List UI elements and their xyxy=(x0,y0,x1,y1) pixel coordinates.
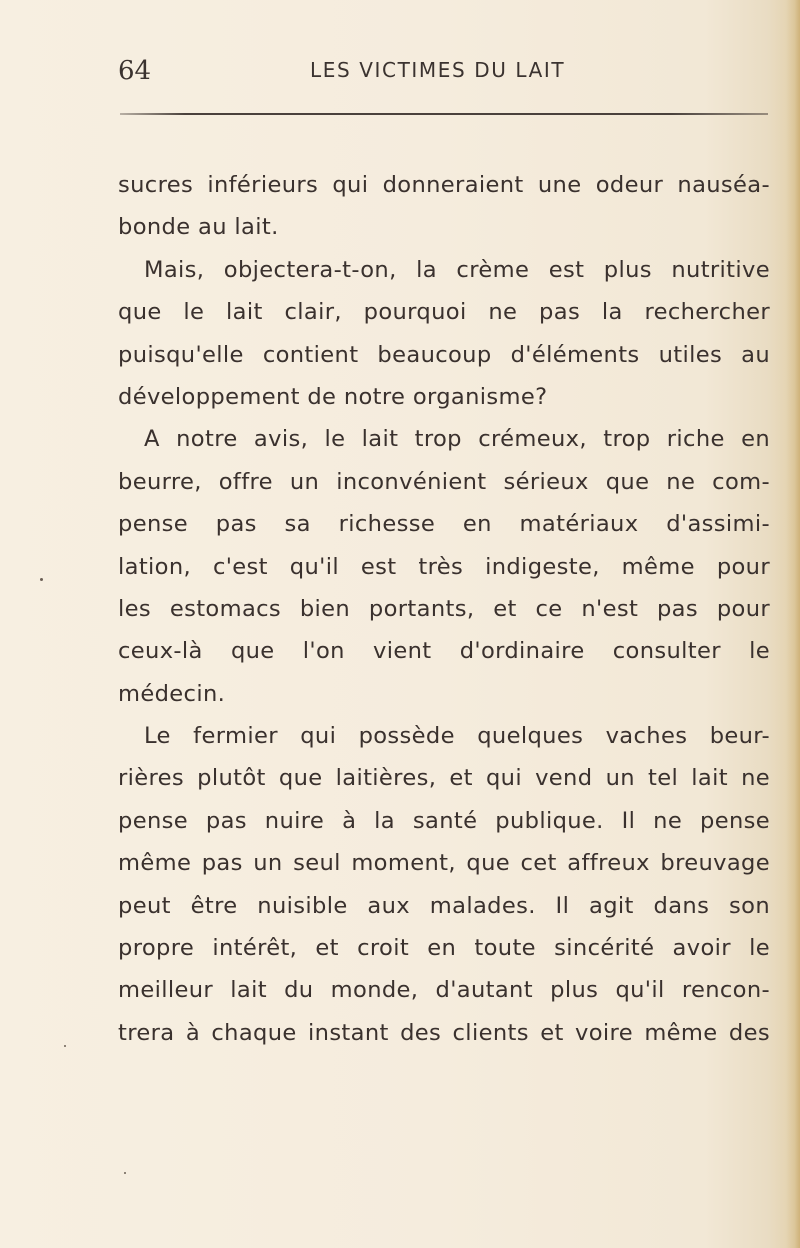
text-line: A notre avis, le lait trop crémeux, trop riche en xyxy=(144,426,770,453)
text-line: meilleur lait du monde, d'autant plus qu'il rencon- xyxy=(118,977,770,1004)
text-line: pense pas sa richesse en matériaux d'assimi- xyxy=(118,511,770,538)
page-number: 64 xyxy=(118,56,152,86)
text-line: Mais, objectera-t-on, la crème est plus nutritive xyxy=(144,256,770,283)
text-line: même pas un seul moment, que cet affreux breuvage xyxy=(118,850,770,877)
page-edge-shading xyxy=(786,0,800,1248)
print-speck xyxy=(124,1172,126,1174)
text-line: pense pas nuire à la santé publique. Il ne pense xyxy=(118,807,770,834)
header-rule xyxy=(120,113,768,115)
print-speck xyxy=(64,1045,66,1047)
text-line: sucres inférieurs qui donneraient une odeur nauséa- xyxy=(118,172,770,198)
text-line: les estomacs bien portants, et ce n'est pas pour xyxy=(118,595,770,622)
running-title: LES VICTIMES DU LAIT xyxy=(310,58,566,82)
print-speck xyxy=(40,578,43,581)
text-line: Le fermier qui possède quelques vaches beur- xyxy=(144,723,770,750)
text-line: propre intérêt, et croit en toute sincérité avoir le xyxy=(118,935,770,962)
text-line: peut être nuisible aux malades. Il agit dans son xyxy=(118,892,770,919)
text-line: ceux-là que l'on vient d'ordinaire consulter le xyxy=(118,638,770,665)
text-line: beurre, offre un inconvénient sérieux que ne com- xyxy=(118,468,770,495)
text-line: développement de notre organisme? xyxy=(118,383,548,410)
page-header xyxy=(0,56,800,96)
text-line: trera à chaque instant des clients et voire même des xyxy=(118,1019,770,1046)
text-line: médecin. xyxy=(118,680,226,707)
text-line: lation, c'est qu'il est très indigeste, même pour xyxy=(118,553,770,580)
body-text xyxy=(118,164,770,1054)
text-line: puisqu'elle contient beaucoup d'éléments utiles au xyxy=(118,341,770,368)
text-line: rières plutôt que laitières, et qui vend un tel lait ne xyxy=(118,765,770,792)
text-line: que le lait clair, pourquoi ne pas la rechercher xyxy=(118,299,770,326)
text-line: bonde au lait. xyxy=(118,214,279,241)
